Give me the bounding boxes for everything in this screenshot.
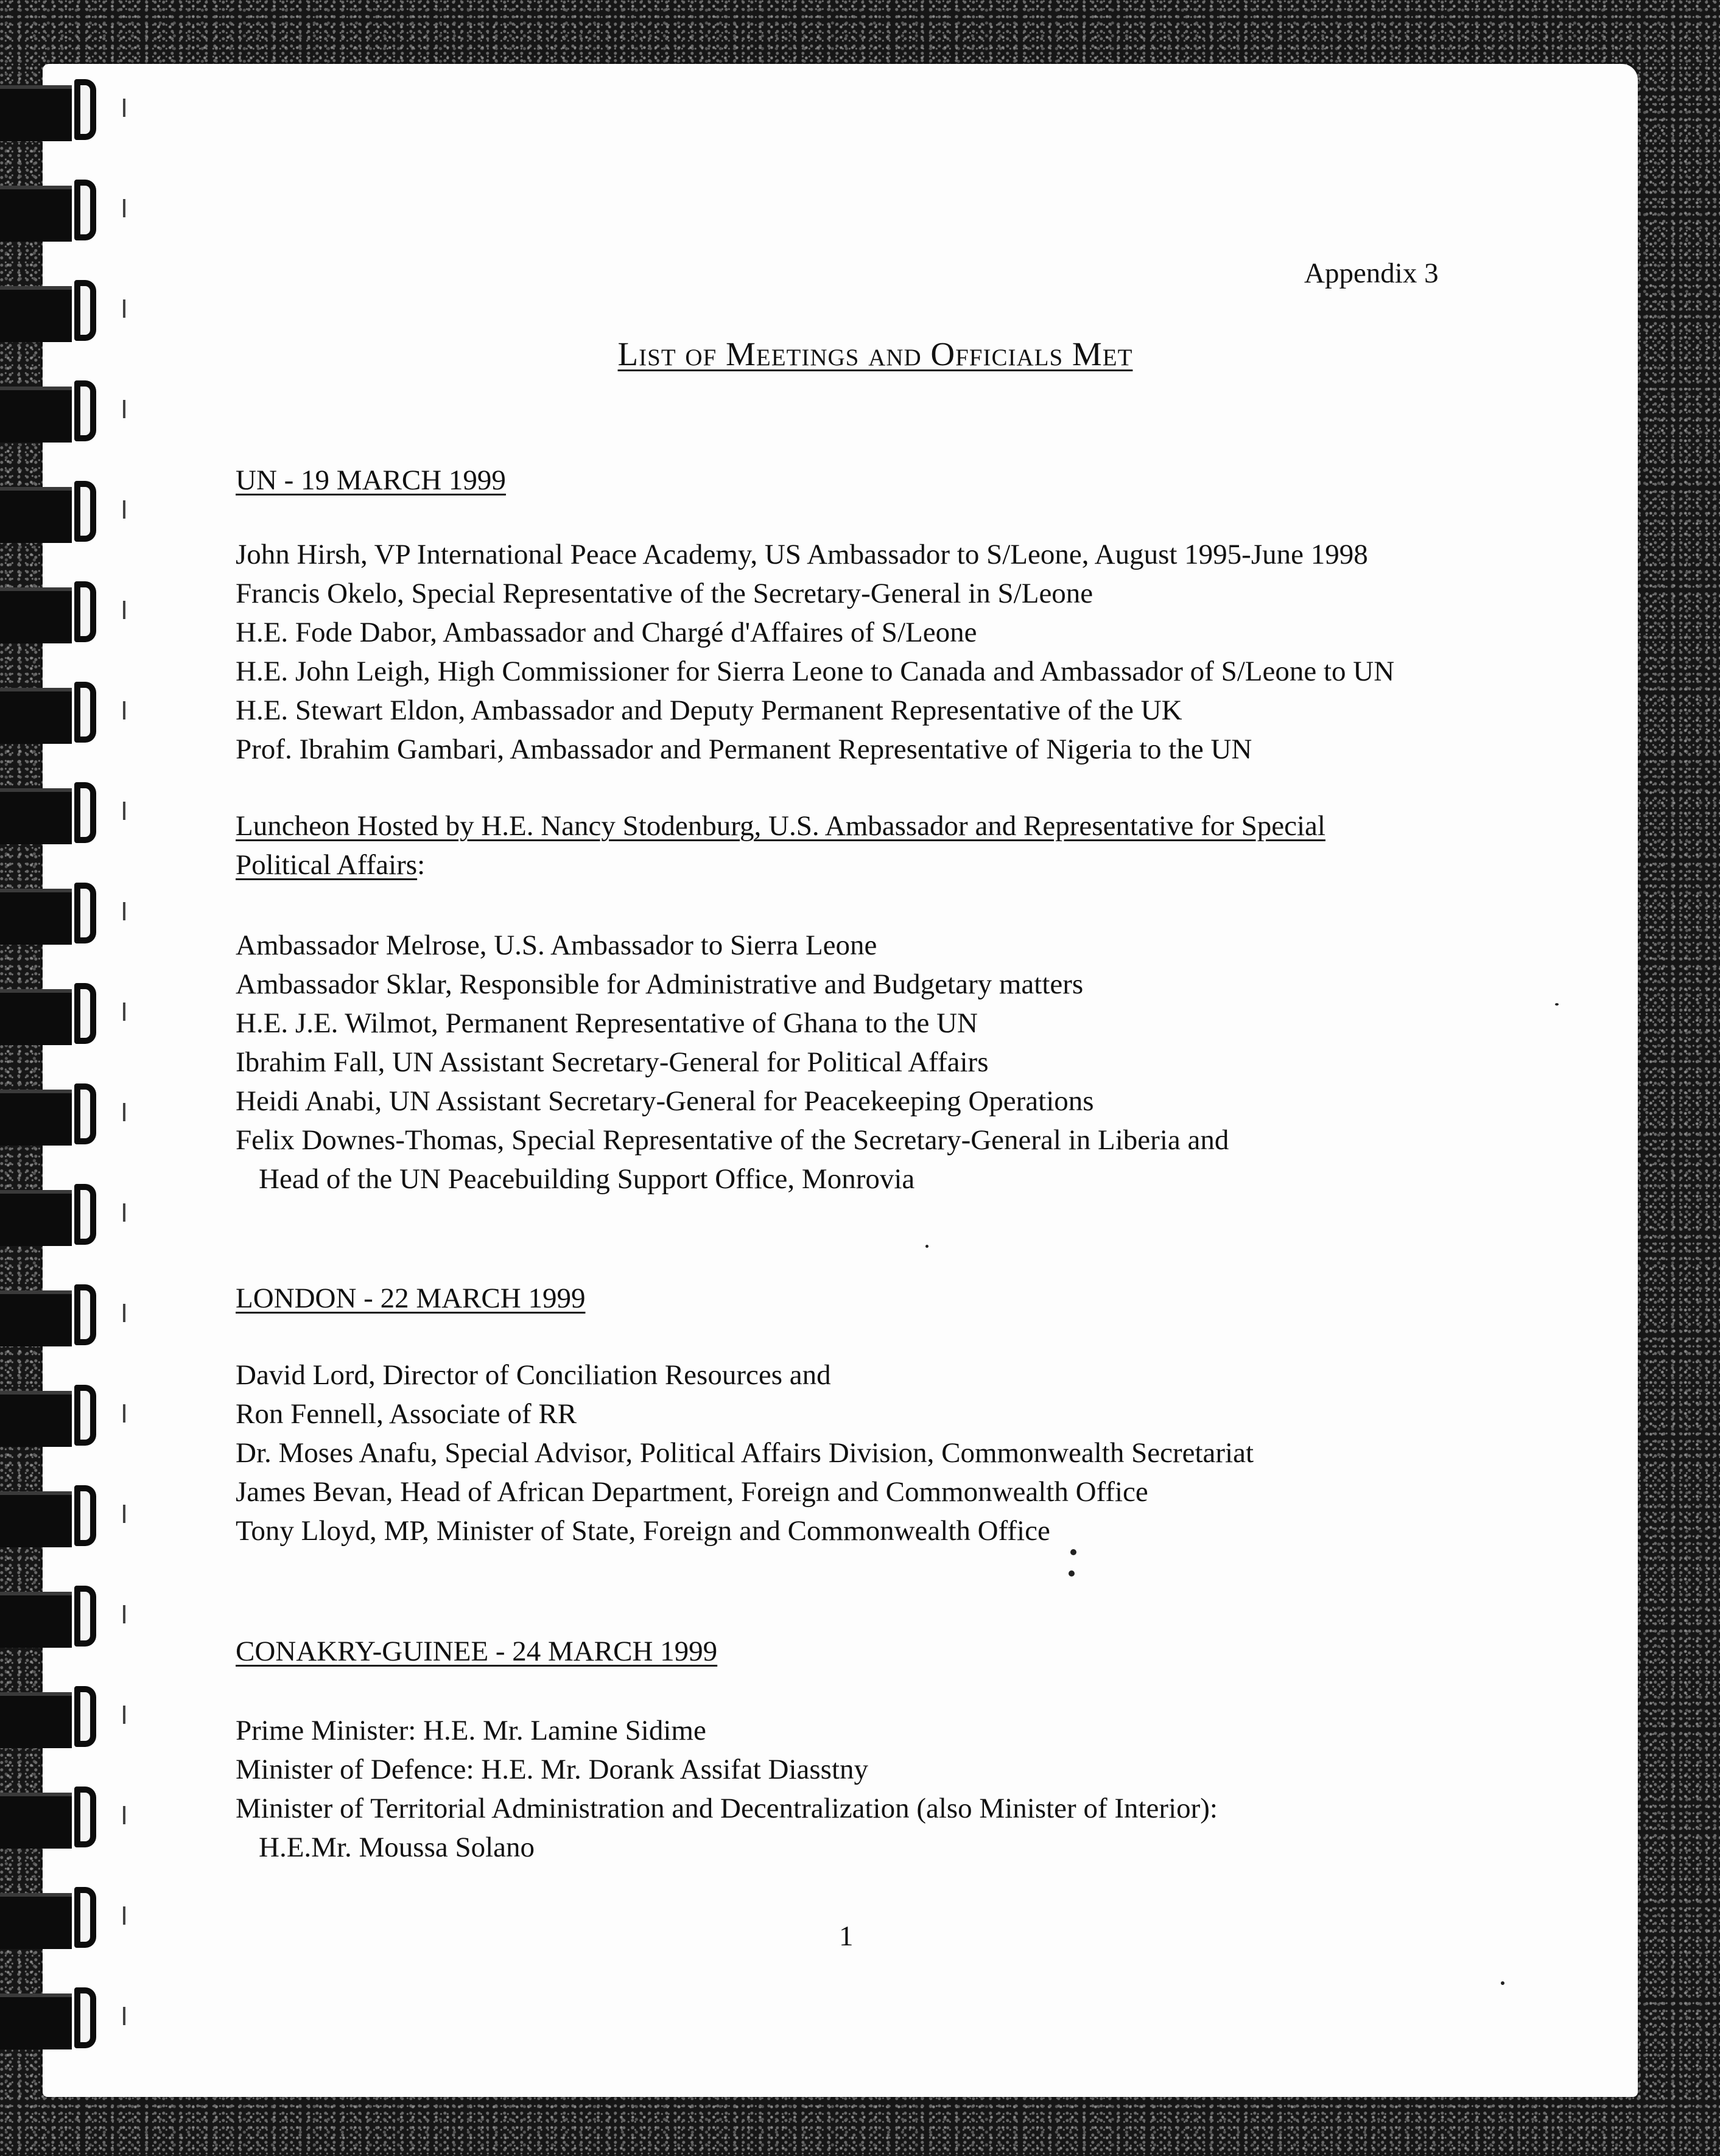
section-heading-london: LONDON - 22 MARCH 1999 — [236, 1283, 586, 1314]
entry-line: Felix Downes-Thomas, Special Representative of the Secretary-General in Liberia and — [236, 1124, 1229, 1156]
scan-speck — [1555, 1003, 1559, 1006]
entry-line: H.E. Fode Dabor, Ambassador and Chargé d'Affaires of S/Leone — [236, 617, 977, 648]
luncheon-heading-text: Political Affairs — [236, 849, 418, 881]
page-number: 1 — [839, 1920, 854, 1952]
entry-line: Ibrahim Fall, UN Assistant Secretary-General for Political Affairs — [236, 1046, 989, 1078]
page-title: List of Meetings and Officials Met — [617, 335, 1133, 373]
entry-line: Francis Okelo, Special Representative of the Secretary-General in S/Leone — [236, 578, 1093, 609]
entry-line: H.E. J.E. Wilmot, Permanent Representative of Ghana to the UN — [236, 1007, 978, 1039]
section-heading-luncheon-line2 — [236, 851, 425, 880]
luncheon-heading-colon: : — [417, 849, 426, 881]
entry-line: Dr. Moses Anafu, Special Advisor, Political Affairs Division, Commonwealth Secretariat — [236, 1437, 1254, 1469]
entry-line: Tony Lloyd, MP, Minister of State, Foreign and Commonwealth Office — [236, 1515, 1050, 1547]
section-heading-conakry: CONAKRY-GUINEE - 24 MARCH 1999 — [236, 1636, 718, 1667]
entry-line: Ambassador Sklar, Responsible for Administrative and Budgetary matters — [236, 968, 1084, 1000]
entry-line: Prime Minister: H.E. Mr. Lamine Sidime — [236, 1715, 706, 1746]
scan-speck — [1070, 1549, 1076, 1555]
appendix-label: Appendix 3 — [1304, 257, 1439, 289]
entry-line: Prof. Ibrahim Gambari, Ambassador and Permanent Representative of Nigeria to the UN — [236, 733, 1252, 765]
entry-line: Ron Fennell, Associate of RR — [236, 1398, 577, 1430]
entry-line: Heidi Anabi, UN Assistant Secretary-General for Peacekeeping Operations — [236, 1085, 1094, 1117]
scan-speck — [1501, 1981, 1504, 1985]
entry-line: David Lord, Director of Conciliation Resources and — [236, 1359, 831, 1391]
entry-line: Minister of Defence: H.E. Mr. Dorank Assifat Diasstny — [236, 1754, 869, 1785]
entry-line: James Bevan, Head of African Department, Foreign and Commonwealth Office — [236, 1476, 1148, 1508]
entry-line: H.E. John Leigh, High Commissioner for Sierra Leone to Canada and Ambassador of S/Leone to UN — [236, 656, 1395, 687]
entry-line: John Hirsh, VP International Peace Academy, US Ambassador to S/Leone, August 1995-June 1998 — [236, 539, 1368, 570]
scan-speck — [1069, 1570, 1075, 1577]
entry-line-continuation: H.E.Mr. Moussa Solano — [259, 1832, 535, 1863]
entry-line-continuation: Head of the UN Peacebuilding Support Office, Monrovia — [259, 1163, 915, 1195]
section-heading-luncheon: Luncheon Hosted by H.E. Nancy Stodenburg, U.S. Ambassador and Representative for Special — [236, 810, 1325, 842]
entry-line: Ambassador Melrose, U.S. Ambassador to Sierra Leone — [236, 929, 877, 961]
scan-speck — [925, 1245, 928, 1248]
section-heading-un: UN - 19 MARCH 1999 — [236, 464, 506, 496]
entry-line: Minister of Territorial Administration and Decentralization (also Minister of Interior): — [236, 1793, 1218, 1824]
entry-line: H.E. Stewart Eldon, Ambassador and Deputy Permanent Representative of the UK — [236, 695, 1182, 726]
